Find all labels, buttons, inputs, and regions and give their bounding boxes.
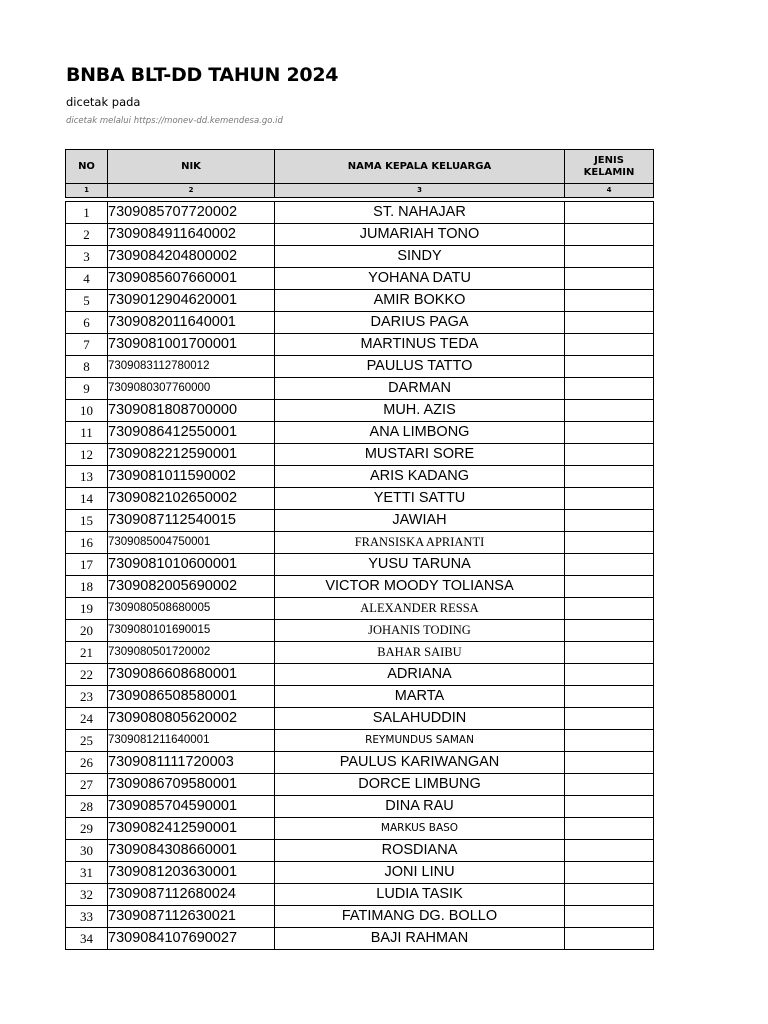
nama-cell: ST. NAHAJAR (275, 202, 565, 224)
table-row (66, 664, 654, 686)
table-row (66, 554, 654, 576)
nik-cell: 7309083112780012 (108, 356, 275, 378)
nama-cell: DARMAN (275, 378, 565, 400)
nik-cell: 7309086412550001 (108, 422, 275, 444)
row-number: 34 (66, 928, 108, 950)
printed-via-label: dicetak melalui https://monev-dd.kemendesa.go.id (66, 116, 283, 126)
nik-cell: 7309084204800002 (108, 246, 275, 268)
row-number: 31 (66, 862, 108, 884)
nik-cell: 7309086709580001 (108, 774, 275, 796)
table-row (66, 576, 654, 598)
column-index-row (66, 184, 654, 198)
nama-cell: MUH. AZIS (275, 400, 565, 422)
jenis-kelamin-cell (565, 422, 654, 444)
jenis-kelamin-cell (565, 686, 654, 708)
jenis-kelamin-cell (565, 466, 654, 488)
nama-cell: MARTA (275, 686, 565, 708)
table-row (66, 334, 654, 356)
column-index: 1 (66, 184, 108, 198)
jenis-kelamin-cell (565, 268, 654, 290)
row-number: 17 (66, 554, 108, 576)
nik-cell: 7309084107690027 (108, 928, 275, 950)
jenis-kelamin-cell (565, 334, 654, 356)
nik-cell: 7309080307760000 (108, 378, 275, 400)
jenis-kelamin-cell (565, 246, 654, 268)
nik-cell: 7309081001700001 (108, 334, 275, 356)
nama-cell: ALEXANDER RESSA (275, 598, 565, 620)
beneficiary-table (65, 149, 654, 950)
row-number: 1 (66, 202, 108, 224)
table-row (66, 532, 654, 554)
jenis-kelamin-cell (565, 642, 654, 664)
row-number: 14 (66, 488, 108, 510)
row-number: 29 (66, 818, 108, 840)
nik-cell: 7309085607660001 (108, 268, 275, 290)
nama-cell: ROSDIANA (275, 840, 565, 862)
table-row (66, 466, 654, 488)
nama-cell: YUSU TARUNA (275, 554, 565, 576)
nama-cell: JAWIAH (275, 510, 565, 532)
table-row (66, 796, 654, 818)
row-number: 23 (66, 686, 108, 708)
nama-cell: BAJI RAHMAN (275, 928, 565, 950)
jenis-kelamin-cell (565, 752, 654, 774)
nik-cell: 7309086508580001 (108, 686, 275, 708)
row-number: 3 (66, 246, 108, 268)
nama-cell: SALAHUDDIN (275, 708, 565, 730)
jenis-kelamin-cell (565, 774, 654, 796)
table-row (66, 378, 654, 400)
nama-cell: ADRIANA (275, 664, 565, 686)
jenis-kelamin-cell (565, 862, 654, 884)
row-number: 6 (66, 312, 108, 334)
table-row (66, 928, 654, 950)
row-number: 20 (66, 620, 108, 642)
jenis-kelamin-cell (565, 554, 654, 576)
nama-cell: FRANSISKA APRIANTI (275, 532, 565, 554)
table-row (66, 488, 654, 510)
table-row (66, 268, 654, 290)
nama-cell: YOHANA DATU (275, 268, 565, 290)
column-index: 4 (565, 184, 654, 198)
nik-cell: 7309087112630021 (108, 906, 275, 928)
table-row (66, 400, 654, 422)
row-number: 27 (66, 774, 108, 796)
column-index: 2 (108, 184, 275, 198)
nik-cell: 7309080508680005 (108, 598, 275, 620)
nama-cell: JUMARIAH TONO (275, 224, 565, 246)
nik-cell: 7309081203630001 (108, 862, 275, 884)
table-body (66, 202, 654, 950)
column-header-jenis-kelamin: JENIS KELAMIN (565, 150, 654, 184)
table-row (66, 752, 654, 774)
table-row (66, 840, 654, 862)
nik-cell: 7309012904620001 (108, 290, 275, 312)
jenis-kelamin-cell (565, 356, 654, 378)
column-header-nik: NIK (108, 150, 275, 184)
table-row (66, 246, 654, 268)
row-number: 28 (66, 796, 108, 818)
row-number: 26 (66, 752, 108, 774)
row-number: 15 (66, 510, 108, 532)
nik-cell: 7309082412590001 (108, 818, 275, 840)
column-index: 3 (275, 184, 565, 198)
row-number: 18 (66, 576, 108, 598)
row-number: 11 (66, 422, 108, 444)
nama-cell: YETTI SATTU (275, 488, 565, 510)
jenis-kelamin-cell (565, 884, 654, 906)
jenis-kelamin-cell (565, 576, 654, 598)
nik-cell: 7309081211640001 (108, 730, 275, 752)
jenis-kelamin-cell (565, 488, 654, 510)
nik-cell: 7309086608680001 (108, 664, 275, 686)
jenis-kelamin-cell (565, 510, 654, 532)
nik-cell: 7309082005690002 (108, 576, 275, 598)
jenis-kelamin-cell (565, 796, 654, 818)
nik-cell: 7309080101690015 (108, 620, 275, 642)
table-row (66, 708, 654, 730)
row-number: 13 (66, 466, 108, 488)
row-number: 22 (66, 664, 108, 686)
jenis-kelamin-cell (565, 730, 654, 752)
row-number: 9 (66, 378, 108, 400)
row-number: 8 (66, 356, 108, 378)
row-number: 12 (66, 444, 108, 466)
table-row (66, 224, 654, 246)
row-number: 5 (66, 290, 108, 312)
nik-cell: 7309080501720002 (108, 642, 275, 664)
table-row (66, 774, 654, 796)
table-row (66, 686, 654, 708)
table-row (66, 422, 654, 444)
nik-cell: 7309081010600001 (108, 554, 275, 576)
table-row (66, 906, 654, 928)
printed-on-label: dicetak pada (66, 95, 141, 109)
table-row (66, 510, 654, 532)
nik-cell: 7309085704590001 (108, 796, 275, 818)
table-header-row (66, 150, 654, 184)
nama-cell: DINA RAU (275, 796, 565, 818)
nik-cell: 7309087112540015 (108, 510, 275, 532)
table-row (66, 290, 654, 312)
table-row (66, 312, 654, 334)
nama-cell: DORCE LIMBUNG (275, 774, 565, 796)
jenis-kelamin-cell (565, 664, 654, 686)
table-row (66, 598, 654, 620)
row-number: 21 (66, 642, 108, 664)
row-number: 25 (66, 730, 108, 752)
nama-cell: ARIS KADANG (275, 466, 565, 488)
jenis-kelamin-cell (565, 532, 654, 554)
row-number: 30 (66, 840, 108, 862)
nik-cell: 7309082011640001 (108, 312, 275, 334)
table-row (66, 620, 654, 642)
row-number: 2 (66, 224, 108, 246)
nama-cell: MARKUS BASO (275, 818, 565, 840)
row-number: 16 (66, 532, 108, 554)
jenis-kelamin-cell (565, 598, 654, 620)
row-number: 19 (66, 598, 108, 620)
jenis-kelamin-cell (565, 928, 654, 950)
nama-cell: REYMUNDUS SAMAN (275, 730, 565, 752)
nik-cell: 7309081111720003 (108, 752, 275, 774)
table-row (66, 862, 654, 884)
nik-cell: 7309082102650002 (108, 488, 275, 510)
jenis-kelamin-cell (565, 906, 654, 928)
nama-cell: AMIR BOKKO (275, 290, 565, 312)
nama-cell: FATIMANG DG. BOLLO (275, 906, 565, 928)
table-row (66, 356, 654, 378)
nama-cell: PAULUS TATTO (275, 356, 565, 378)
jenis-kelamin-cell (565, 312, 654, 334)
nama-cell: DARIUS PAGA (275, 312, 565, 334)
jenis-kelamin-cell (565, 224, 654, 246)
nik-cell: 7309084308660001 (108, 840, 275, 862)
nik-cell: 7309081808700000 (108, 400, 275, 422)
nik-cell: 7309085004750001 (108, 532, 275, 554)
document-title: BNBA BLT-DD TAHUN 2024 (66, 64, 339, 86)
jenis-kelamin-cell (565, 818, 654, 840)
nama-cell: PAULUS KARIWANGAN (275, 752, 565, 774)
nik-cell: 7309087112680024 (108, 884, 275, 906)
table-row (66, 444, 654, 466)
jenis-kelamin-cell (565, 840, 654, 862)
jenis-kelamin-cell (565, 400, 654, 422)
nama-cell: MUSTARI SORE (275, 444, 565, 466)
table-row (66, 202, 654, 224)
jenis-kelamin-cell (565, 378, 654, 400)
row-number: 7 (66, 334, 108, 356)
nama-cell: SINDY (275, 246, 565, 268)
nik-cell: 7309085707720002 (108, 202, 275, 224)
nama-cell: VICTOR MOODY TOLIANSA (275, 576, 565, 598)
column-header-no: NO (66, 150, 108, 184)
row-number: 24 (66, 708, 108, 730)
nama-cell: ANA LIMBONG (275, 422, 565, 444)
table-row (66, 818, 654, 840)
jenis-kelamin-cell (565, 290, 654, 312)
nik-cell: 7309081011590002 (108, 466, 275, 488)
jenis-kelamin-cell (565, 708, 654, 730)
nik-cell: 7309084911640002 (108, 224, 275, 246)
nik-cell: 7309080805620002 (108, 708, 275, 730)
nama-cell: BAHAR SAIBU (275, 642, 565, 664)
jenis-kelamin-cell (565, 444, 654, 466)
nik-cell: 7309082212590001 (108, 444, 275, 466)
row-number: 32 (66, 884, 108, 906)
column-header-nama: NAMA KEPALA KELUARGA (275, 150, 565, 184)
row-number: 4 (66, 268, 108, 290)
row-number: 10 (66, 400, 108, 422)
table-row (66, 730, 654, 752)
table-row (66, 884, 654, 906)
nama-cell: JOHANIS TODING (275, 620, 565, 642)
jenis-kelamin-cell (565, 620, 654, 642)
nama-cell: JONI LINU (275, 862, 565, 884)
row-number: 33 (66, 906, 108, 928)
jenis-kelamin-cell (565, 202, 654, 224)
nama-cell: LUDIA TASIK (275, 884, 565, 906)
nama-cell: MARTINUS TEDA (275, 334, 565, 356)
table-row (66, 642, 654, 664)
